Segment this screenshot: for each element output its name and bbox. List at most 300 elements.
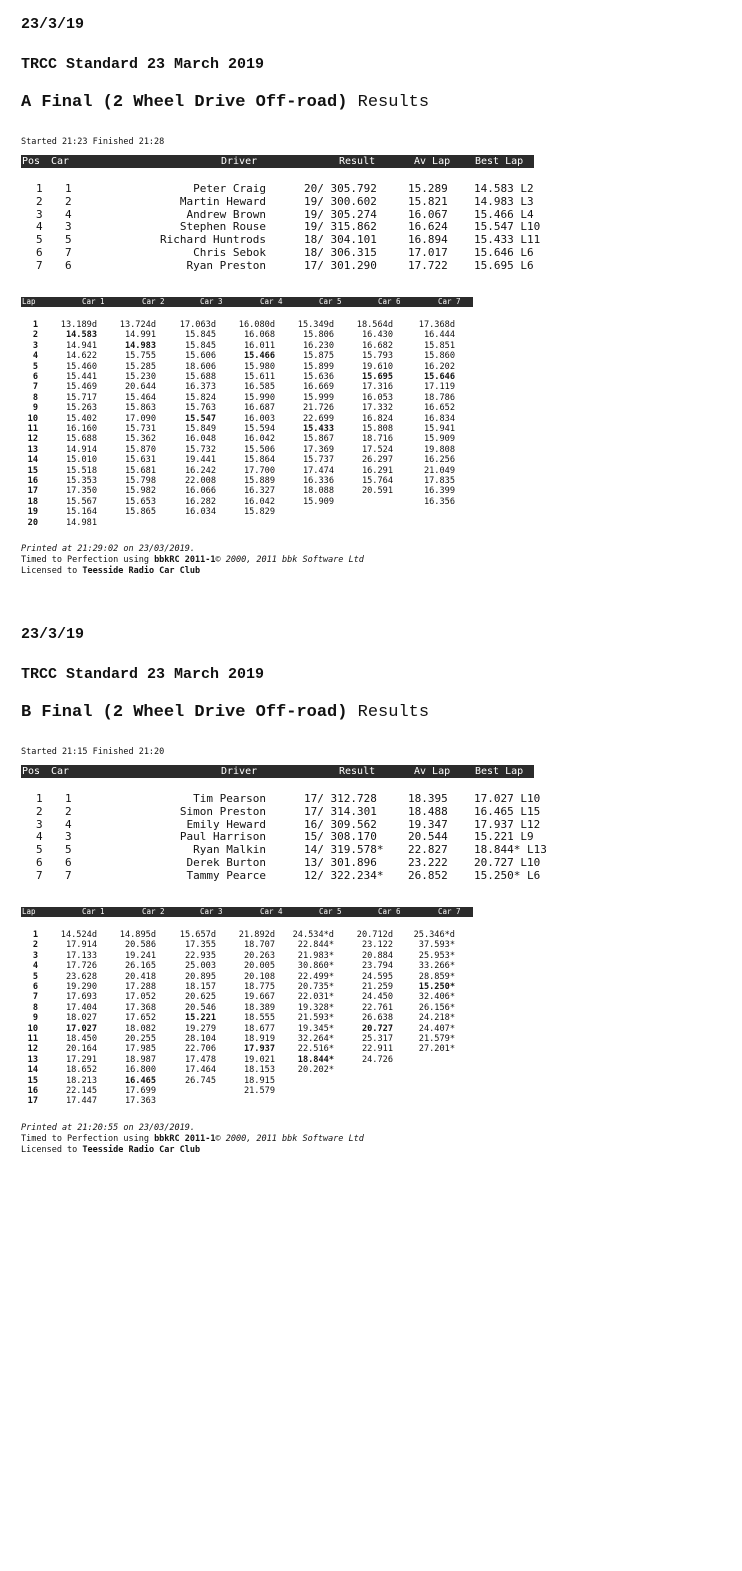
results-word: Results (357, 93, 430, 112)
lap-header-cell: Car 3 (200, 297, 223, 306)
result-laps-time: 19/ 315.862 (304, 220, 377, 234)
lap-time: 15.695 (361, 372, 393, 382)
result-driver: Tim Pearson (193, 792, 266, 805)
result-laps-time: 18/ 304.101 (304, 233, 377, 247)
lap-row (0, 445, 742, 455)
lap-time: 17.063d (179, 320, 216, 330)
lap-time: 16.068 (243, 330, 275, 341)
lap-time: 16.327 (243, 486, 275, 497)
header-car: Car (51, 766, 70, 777)
lap-time: 15.806 (302, 330, 334, 341)
lap-row (0, 1003, 742, 1013)
lap-time: 15.875 (302, 351, 334, 362)
lap-time: 14.941 (65, 340, 97, 351)
result-row (0, 259, 742, 272)
header-bestlap: Best Lap (475, 156, 524, 167)
lap-time: 19.345* (297, 1023, 334, 1034)
lap-time: 26.165 (124, 961, 156, 972)
lap-time: 18.027 (65, 1013, 97, 1024)
header-pos: Pos (22, 156, 41, 167)
lap-time: 17.368 (124, 1002, 156, 1013)
lap-time: 16.444 (423, 330, 455, 341)
lap-time: 30.860* (297, 961, 334, 972)
lap-time: 27.201* (418, 1044, 455, 1055)
lap-time: 20.108 (243, 971, 275, 982)
lap-time: 14.583 (65, 330, 97, 341)
lap-time: 17.914 (65, 940, 97, 951)
lap-time: 14.524d (60, 930, 97, 940)
lap-time: 21.726 (302, 403, 334, 414)
lap-time: 16.585 (243, 382, 275, 393)
result-best-lap: 15.250* L6 (474, 868, 541, 882)
lap-row (0, 1076, 742, 1086)
lap-time: 17.524 (361, 444, 393, 455)
licensed-prefix: Licensed to (21, 1144, 83, 1155)
lap-time: 16.256 (423, 455, 455, 466)
result-car: 4 (65, 207, 72, 221)
lap-time: 24.407* (418, 1023, 455, 1034)
lap-number: 17 (27, 1096, 38, 1107)
lap-time: 15.863 (124, 403, 156, 414)
lap-time: 18.786 (423, 392, 455, 403)
lap-header-cell: Car 2 (142, 297, 165, 306)
lap-time: 15.990 (243, 392, 275, 403)
lap-row (0, 486, 742, 496)
lap-row (0, 1024, 742, 1034)
results-word: Results (357, 703, 430, 722)
header-bestlap: Best Lap (475, 766, 524, 777)
lap-time: 20.546 (184, 1002, 216, 1013)
lap-number: 2 (32, 940, 38, 951)
lap-time: 15.982 (124, 486, 156, 497)
result-car: 3 (65, 220, 72, 234)
lap-time: 15.755 (124, 351, 156, 362)
lap-time: 16.291 (361, 465, 393, 476)
lap-time: 32.406* (418, 992, 455, 1003)
lap-time: 16.669 (302, 382, 334, 393)
lap-time: 15.547 (184, 413, 216, 424)
lap-time: 20.625 (184, 992, 216, 1003)
result-avg-lap: 18.395 (408, 792, 448, 805)
lap-time: 15.845 (184, 340, 216, 351)
lap-time: 20.005 (243, 961, 275, 972)
report-date: 23/3/19 (21, 626, 85, 643)
lap-table-header (21, 907, 473, 917)
result-laps-time: 17/ 314.301 (304, 804, 377, 818)
result-row (0, 246, 742, 259)
lap-time: 14.983 (124, 340, 156, 351)
result-car: 6 (65, 258, 72, 272)
lap-row (0, 961, 742, 971)
lap-time: 20.895 (184, 971, 216, 982)
lap-number: 12 (27, 434, 38, 445)
result-avg-lap: 22.827 (408, 843, 448, 857)
lap-row (0, 1013, 742, 1023)
lap-time: 15.909 (302, 496, 334, 507)
result-driver: Ryan Malkin (193, 843, 266, 857)
lap-row (0, 393, 742, 403)
lap-time: 16.430 (361, 330, 393, 341)
result-pos: 2 (36, 804, 43, 818)
lap-row (0, 518, 742, 528)
lap-row (0, 351, 742, 361)
lap-time: 17.133 (65, 950, 97, 961)
lap-time: 21.892d (238, 930, 275, 940)
lap-time: 16.080d (238, 320, 275, 330)
lap-time: 22.761 (361, 1002, 393, 1013)
lap-time: 23.122 (361, 940, 393, 951)
result-driver: Stephen Rouse (179, 220, 266, 234)
result-laps-time: 17/ 312.728 (304, 792, 377, 805)
lap-time: 17.355 (184, 940, 216, 951)
final-title (21, 703, 429, 722)
lap-time: 15.606 (184, 351, 216, 362)
result-pos: 3 (36, 207, 43, 221)
result-driver: Simon Preston (179, 804, 266, 818)
lap-time: 15.469 (65, 382, 97, 393)
lap-number: 15 (27, 465, 38, 476)
final-name: A Final (2 Wheel Drive Off-road) (21, 93, 348, 112)
lap-time: 16.011 (243, 340, 275, 351)
result-row (0, 805, 742, 818)
result-pos: 5 (36, 843, 43, 857)
result-row (0, 856, 742, 869)
lap-time: 15.506 (243, 444, 275, 455)
lap-time: 15.860 (423, 351, 455, 362)
lap-time: 16.066 (184, 486, 216, 497)
lap-row (0, 466, 742, 476)
lap-time: 15.221 (184, 1013, 216, 1024)
lap-number: 1 (32, 320, 38, 330)
lap-time: 16.373 (184, 382, 216, 393)
result-best-lap: 18.844* L13 (474, 843, 547, 857)
lap-row (0, 476, 742, 486)
lap-time: 15.999 (302, 392, 334, 403)
lap-row (0, 1065, 742, 1075)
lap-time: 20.727 (361, 1023, 393, 1034)
lap-time: 17.700 (243, 465, 275, 476)
result-car: 2 (65, 804, 72, 818)
lap-time: 17.027 (65, 1023, 97, 1034)
lap-number: 14 (27, 455, 38, 466)
lap-time: 17.474 (302, 465, 334, 476)
result-avg-lap: 26.852 (408, 868, 448, 882)
result-avg-lap: 17.722 (408, 258, 448, 272)
lap-time: 15.164 (65, 507, 97, 518)
lap-time: 25.003 (184, 961, 216, 972)
lap-time: 16.003 (243, 413, 275, 424)
result-avg-lap: 15.289 (408, 182, 448, 195)
lap-time: 25.346*d (413, 930, 455, 940)
lap-time: 15.646 (423, 372, 455, 382)
header-result: Result (339, 766, 376, 777)
lap-header-cell: Car 6 (378, 297, 401, 306)
lap-number: 13 (27, 1054, 38, 1065)
lap-time: 15.466 (243, 351, 275, 362)
header-driver: Driver (221, 766, 258, 777)
lap-time: 17.291 (65, 1054, 97, 1065)
lap-number: 16 (27, 1086, 38, 1096)
lap-row (0, 507, 742, 517)
lap-time: 15.263 (65, 403, 97, 414)
lap-time: 14.981 (65, 517, 97, 528)
lap-time: 15.829 (243, 507, 275, 518)
event-title: TRCC Standard 23 March 2019 (21, 666, 265, 683)
lap-time: 15.653 (124, 496, 156, 507)
lap-time: 15.681 (124, 465, 156, 476)
lap-time: 15.737 (302, 455, 334, 466)
lap-number: 11 (27, 1034, 38, 1044)
lap-time: 24.595 (361, 971, 393, 982)
lap-time: 28.104 (184, 1034, 216, 1044)
lap-time: 18.555 (243, 1013, 275, 1024)
lap-number: 5 (32, 971, 38, 982)
lap-time: 16.202 (423, 361, 455, 372)
club-name: Teesside Radio Car Club (82, 566, 201, 576)
lap-time: 16.034 (184, 507, 216, 518)
lap-time: 18.564d (356, 320, 393, 330)
lap-number: 2 (32, 330, 38, 341)
event-title: TRCC Standard 23 March 2019 (21, 56, 265, 73)
result-pos: 7 (36, 258, 43, 272)
lap-time: 15.865 (124, 507, 156, 518)
lap-number: 5 (32, 361, 38, 372)
result-best-lap: 15.695 L6 (474, 258, 534, 272)
printed-text: Printed at 21:20:55 on 23/03/2019. (21, 1122, 195, 1133)
lap-header-cell: Car 2 (142, 907, 165, 916)
result-pos: 6 (36, 856, 43, 869)
result-best-lap: 17.937 L12 (474, 817, 541, 831)
lap-row (0, 372, 742, 382)
lap-time: 15.717 (65, 392, 97, 403)
lap-time: 15.518 (65, 465, 97, 476)
lap-time: 15.793 (361, 351, 393, 362)
lap-time: 15.631 (124, 455, 156, 466)
lap-time: 16.824 (361, 413, 393, 424)
lap-time: 28.859* (418, 971, 455, 982)
lap-time: 17.288 (124, 982, 156, 992)
lap-time: 26.745 (184, 1075, 216, 1086)
lap-time: 16.160 (65, 424, 97, 434)
lap-time: 15.808 (361, 424, 393, 434)
lap-time: 15.764 (361, 476, 393, 486)
result-avg-lap: 23.222 (408, 856, 448, 869)
lap-time: 13.189d (60, 320, 97, 330)
result-laps-time: 16/ 309.562 (304, 817, 377, 831)
result-laps-time: 18/ 306.315 (304, 246, 377, 259)
lap-time: 22.706 (184, 1044, 216, 1055)
lap-row (0, 362, 742, 372)
lap-row (0, 424, 742, 434)
lap-time: 15.285 (124, 361, 156, 372)
lap-number: 6 (32, 982, 38, 992)
result-car: 4 (65, 817, 72, 831)
lap-header-cell: Car 3 (200, 907, 223, 916)
lap-time: 33.266* (418, 961, 455, 972)
result-pos: 1 (36, 182, 43, 195)
lap-time: 18.153 (243, 1065, 275, 1076)
lap-time: 15.909 (423, 434, 455, 445)
result-laps-time: 12/ 322.234* (304, 868, 384, 882)
lap-header-cell: Car 5 (319, 907, 342, 916)
lap-time: 24.218* (418, 1013, 455, 1024)
lap-number: 9 (32, 1013, 38, 1024)
lap-number: 11 (27, 424, 38, 434)
lap-time: 15.636 (302, 372, 334, 382)
lap-header-cell: Lap (22, 297, 36, 306)
lap-time: 19.808 (423, 444, 455, 455)
lap-row (0, 382, 742, 392)
lap-time: 17.119 (423, 382, 455, 393)
lap-time: 17.363 (124, 1096, 156, 1107)
lap-time: 15.864 (243, 455, 275, 466)
lap-time: 17.316 (361, 382, 393, 393)
header-driver: Driver (221, 156, 258, 167)
result-row (0, 233, 742, 246)
lap-time: 17.652 (124, 1013, 156, 1024)
header-car: Car (51, 156, 70, 167)
lap-time: 15.824 (184, 392, 216, 403)
lap-time: 18.915 (243, 1075, 275, 1086)
lap-row (0, 940, 742, 950)
result-driver: Andrew Brown (186, 207, 266, 221)
lap-time: 19.290 (65, 982, 97, 992)
lap-time: 37.593* (418, 940, 455, 951)
lap-time: 15.870 (124, 444, 156, 455)
lap-row (0, 982, 742, 992)
lap-time: 15.010 (65, 455, 97, 466)
lap-time: 18.450 (65, 1034, 97, 1044)
lap-number: 1 (32, 930, 38, 940)
result-row (0, 208, 742, 221)
lap-time: 15.763 (184, 403, 216, 414)
result-best-lap: 16.465 L15 (474, 804, 541, 818)
lap-row (0, 434, 742, 444)
lap-time: 15.460 (65, 361, 97, 372)
lap-time: 16.042 (243, 496, 275, 507)
lap-time: 20.591 (361, 486, 393, 497)
result-laps-time: 20/ 305.792 (304, 182, 377, 195)
lap-time: 17.693 (65, 992, 97, 1003)
printed-text: Printed at 21:29:02 on 23/03/2019. (21, 544, 195, 554)
lap-time: 16.048 (184, 434, 216, 445)
lap-time: 15.899 (302, 361, 334, 372)
printed-at (21, 544, 195, 555)
result-car: 5 (65, 233, 72, 247)
result-row (0, 220, 742, 233)
lap-time: 26.638 (361, 1013, 393, 1024)
lap-time: 18.652 (65, 1065, 97, 1076)
result-best-lap: 15.466 L4 (474, 207, 534, 221)
lap-time: 18.213 (65, 1075, 97, 1086)
lap-time: 18.082 (124, 1023, 156, 1034)
lap-time: 20.255 (124, 1034, 156, 1044)
lap-time: 19.279 (184, 1023, 216, 1034)
result-row (0, 818, 742, 831)
lap-time: 32.264* (297, 1034, 334, 1044)
lap-time: 15.402 (65, 413, 97, 424)
result-avg-lap: 16.067 (408, 207, 448, 221)
results-header (21, 155, 534, 168)
lap-header-cell: Car 6 (378, 907, 401, 916)
lap-time: 14.622 (65, 351, 97, 362)
result-car: 6 (65, 856, 72, 869)
lap-time: 16.682 (361, 340, 393, 351)
result-pos: 4 (36, 220, 43, 234)
lap-time: 16.800 (124, 1065, 156, 1076)
lap-time: 22.935 (184, 950, 216, 961)
result-car: 1 (65, 792, 72, 805)
final-name: B Final (2 Wheel Drive Off-road) (21, 703, 348, 722)
header-pos: Pos (22, 766, 41, 777)
result-pos: 2 (36, 194, 43, 208)
software-copyright: © 2000, 2011 bbk Software Ltd (215, 1133, 364, 1144)
lap-time: 15.798 (124, 476, 156, 486)
lap-time: 17.447 (65, 1096, 97, 1107)
lap-time: 18.775 (243, 982, 275, 992)
result-laps-time: 17/ 301.290 (304, 258, 377, 272)
start-finish-times: Started 21:15 Finished 21:20 (21, 747, 165, 757)
lap-number: 10 (27, 1023, 38, 1034)
printed-at (21, 1123, 195, 1134)
result-car: 2 (65, 194, 72, 208)
result-best-lap: 15.547 L10 (474, 220, 541, 234)
result-best-lap: 14.583 L2 (474, 182, 534, 195)
lap-time: 17.478 (184, 1054, 216, 1065)
result-best-lap: 15.646 L6 (474, 246, 534, 259)
lap-time: 17.835 (423, 476, 455, 486)
lap-time: 22.699 (302, 413, 334, 424)
lap-row (0, 992, 742, 1002)
result-laps-time: 15/ 308.170 (304, 830, 377, 844)
lap-number: 15 (27, 1075, 38, 1086)
lap-time: 14.914 (65, 444, 97, 455)
lap-row (0, 341, 742, 351)
result-pos: 5 (36, 233, 43, 247)
lap-time: 22.499* (297, 971, 334, 982)
lap-time: 20.884 (361, 950, 393, 961)
lap-time: 16.652 (423, 403, 455, 414)
lap-time: 21.579* (418, 1034, 455, 1044)
lap-row (0, 1034, 742, 1044)
result-row (0, 182, 742, 195)
lap-time: 15.230 (124, 372, 156, 382)
lap-time: 23.628 (65, 971, 97, 982)
start-finish-times: Started 21:23 Finished 21:28 (21, 137, 165, 147)
lap-time: 25.953* (418, 950, 455, 961)
header-avlap: Av Lap (414, 156, 451, 167)
lap-time: 22.844* (297, 940, 334, 951)
lap-number: 14 (27, 1065, 38, 1076)
final-section (0, 610, 742, 1210)
final-title (21, 93, 429, 112)
lap-time: 18.606 (184, 361, 216, 372)
lap-time: 16.687 (243, 403, 275, 414)
lap-time: 24.534*d (292, 930, 334, 940)
lap-time: 14.991 (124, 330, 156, 341)
lap-row (0, 972, 742, 982)
lap-time: 17.726 (65, 961, 97, 972)
result-driver: Martin Heward (179, 194, 266, 208)
lap-time: 24.726 (361, 1054, 393, 1065)
lap-time: 15.657d (179, 930, 216, 940)
lap-row (0, 330, 742, 340)
lap-time: 20.263 (243, 950, 275, 961)
header-result: Result (339, 156, 376, 167)
lap-time: 16.834 (423, 413, 455, 424)
lap-time: 17.985 (124, 1044, 156, 1055)
result-driver: Emily Heward (186, 817, 266, 831)
